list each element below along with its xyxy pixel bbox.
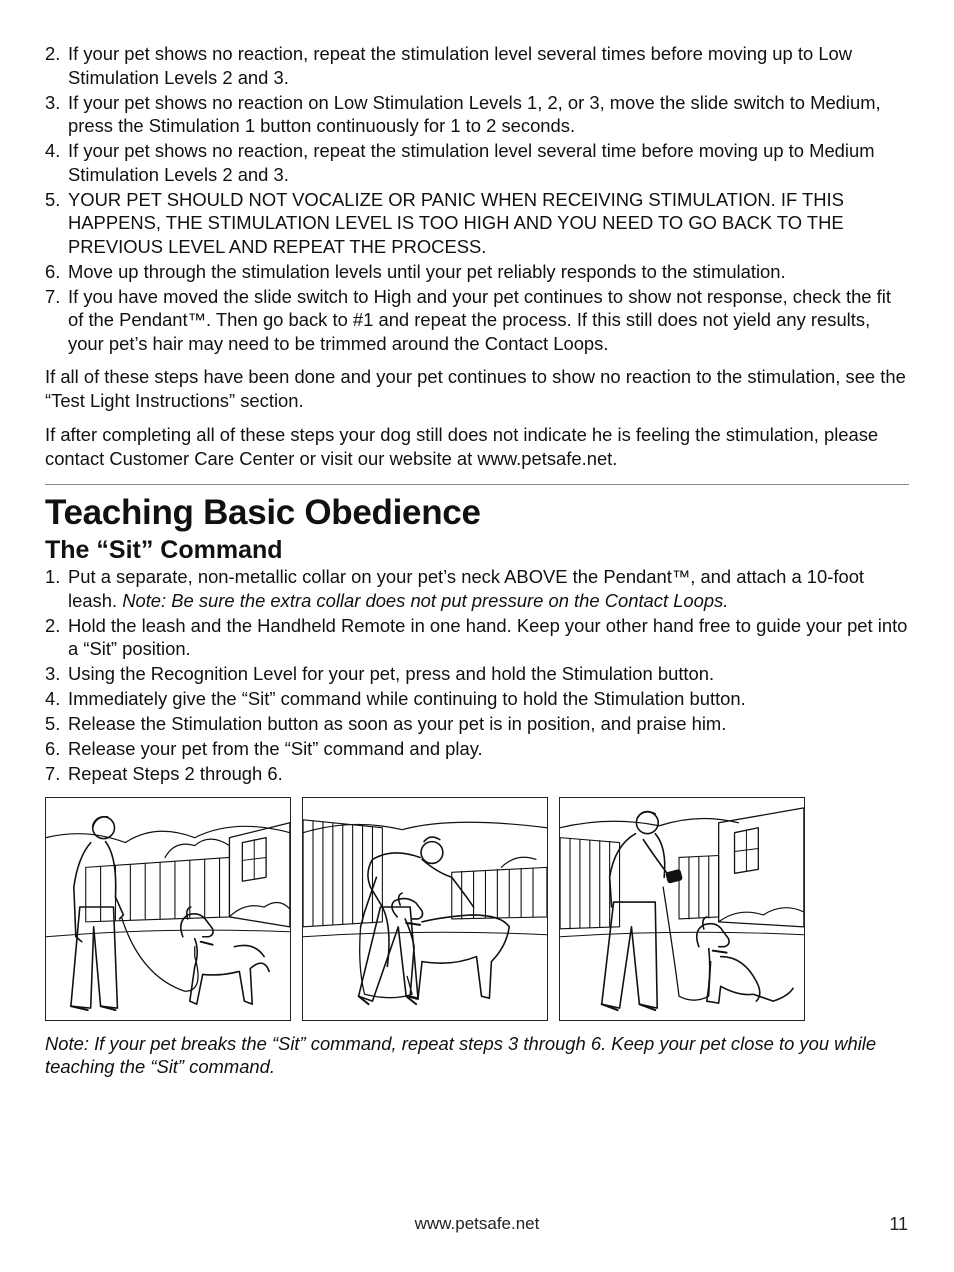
subsection-title: The “Sit” Command <box>45 536 283 564</box>
paragraph-customer-care: If after completing all of these steps your dog still does not indicate he is feeling the stimulation, please contact Customer Care Center or visit our website at www.petsafe.net. <box>45 424 879 469</box>
step-number: 6. <box>45 260 61 282</box>
step-number: 5. <box>45 188 61 210</box>
list-item <box>45 188 909 259</box>
illustration-row <box>45 797 909 1021</box>
page-number: 11 <box>889 1214 908 1234</box>
step-text: If your pet shows no reaction, repeat the stimulation level several time before moving up to Medium Stimulation Levels 2 and 3. <box>68 140 875 185</box>
footer-url: www.petsafe.net <box>414 1214 540 1233</box>
step-text: YOUR PET SHOULD NOT VOCALIZE OR PANIC WHEN RECEIVING STIMULATION. IF THIS HAPPENS, THE STIMULATION LEVEL IS TOO HIGH AND YOU NEED TO GO BACK TO THE PREVIOUS LEVEL AND REPEAT THE PROCESS. <box>68 188 844 257</box>
step-text: Immediately give the “Sit” command while continuing to hold the Stimulation button. <box>68 688 746 709</box>
step-text: If your pet shows no reaction, repeat the stimulation level several times before moving up to Low Stimulation Levels 2 and 3. <box>68 43 853 88</box>
page-content <box>45 42 909 1079</box>
step-text: Put a separate, non-metallic collar on your pet’s neck ABOVE the Pendant™, and attach a 10-foot leash. <box>68 566 865 611</box>
step-number: 3. <box>45 91 61 113</box>
section-divider <box>45 484 909 485</box>
illustration-man-guiding-dog <box>302 797 548 1021</box>
step-text: Repeat Steps 2 through 6. <box>68 763 283 784</box>
list-item <box>45 260 909 284</box>
section-title: Teaching Basic Obedience <box>45 493 481 532</box>
list-item <box>45 662 909 686</box>
paragraph-test-light: If all of these steps have been done and your pet continues to show no reaction to the stimulation, see the “Test Light Instructions” section. <box>45 366 906 411</box>
step-number: 7. <box>45 285 61 307</box>
sit-steps-list <box>45 565 909 786</box>
step-number: 4. <box>45 140 61 161</box>
list-item <box>45 139 909 186</box>
step-number: 5. <box>45 713 61 734</box>
list-item <box>45 614 909 661</box>
list-item <box>45 91 909 138</box>
list-item <box>45 737 909 761</box>
step-number: 1. <box>45 566 61 587</box>
step-number: 6. <box>45 738 61 759</box>
list-item <box>45 712 909 736</box>
list-item <box>45 762 909 786</box>
bottom-note: Note: If your pet breaks the “Sit” command, repeat steps 3 through 6. Keep your pet close to you while teaching the “Sit” command. <box>45 1032 877 1077</box>
step-text: Using the Recognition Level for your pet, press and hold the Stimulation button. <box>68 663 715 684</box>
step-text: Move up through the stimulation levels until your pet reliably responds to the stimulation. <box>68 260 786 282</box>
list-item <box>45 42 909 89</box>
step-number: 2. <box>45 43 61 64</box>
list-item <box>45 687 909 711</box>
top-steps-list <box>45 42 909 355</box>
step-number: 3. <box>45 663 61 684</box>
step-number: 7. <box>45 763 61 784</box>
illustration-man-walking-dog <box>45 797 291 1021</box>
step-number: 2. <box>45 614 61 636</box>
step-number: 4. <box>45 688 61 709</box>
step-text: Release your pet from the “Sit” command and play. <box>68 738 483 759</box>
list-item <box>45 285 909 356</box>
step-text: Release the Stimulation button as soon as your pet is in position, and praise him. <box>68 713 727 734</box>
step-text: If you have moved the slide switch to High and your pet continues to show not response, check the fit of the Pendant™. Then go back to #1 and repeat the process. If this still does not yield any results, your pet’s hair may need to be trimmed around the Contact Loops. <box>68 285 891 354</box>
step-text: Hold the leash and the Handheld Remote in one hand. Keep your other hand free to guide your pet into a “Sit” position. <box>68 614 908 659</box>
list-item <box>45 565 909 612</box>
illustration-dog-sitting <box>559 797 805 1021</box>
step-text: If your pet shows no reaction on Low Stimulation Levels 1, 2, or 3, move the slide switch to Medium, press the Stimulation 1 button continuously for 1 to 2 seconds. <box>68 91 881 136</box>
step-note: Note: Be sure the extra collar does not put pressure on the Contact Loops. <box>122 589 729 611</box>
